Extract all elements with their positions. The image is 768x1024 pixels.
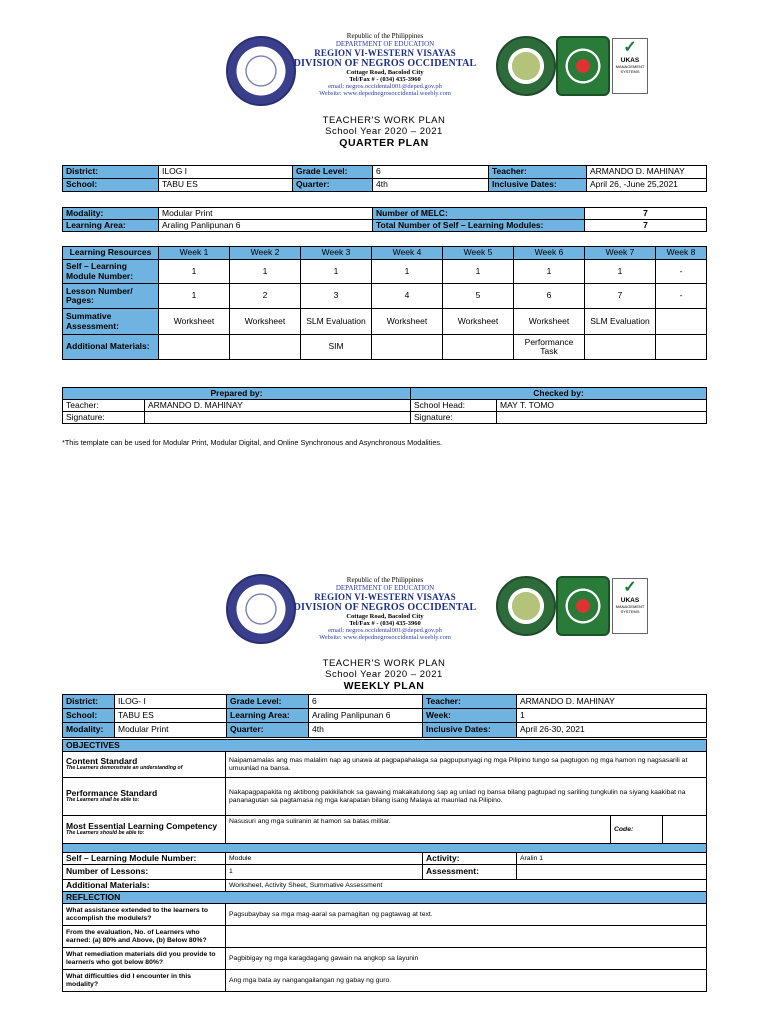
division-text: DIVISION OF NEGROS OCCIDENTAL xyxy=(293,58,477,69)
week-header: Week 5 xyxy=(443,247,514,260)
reflection-question: What remediation materials did you provide to learner/s who got below 80%? xyxy=(63,948,226,970)
table-row xyxy=(63,260,707,284)
cell xyxy=(656,335,707,360)
cell: Performance Task xyxy=(514,335,585,360)
melc-value: 7 xyxy=(585,208,707,220)
teacher-label: Teacher: xyxy=(423,695,517,709)
code-label: Code: xyxy=(611,816,663,844)
quarter-value: 4th xyxy=(309,723,423,738)
week-header: Week 6 xyxy=(514,247,585,260)
materials-value: Worksheet, Activity Sheet, Summative Assessment xyxy=(226,880,707,892)
school-label: School: xyxy=(63,179,159,192)
telfax-text: Tel/Fax # - (034) 435-3960 xyxy=(349,76,421,83)
quarter-label: Quarter: xyxy=(227,723,309,738)
letterhead xyxy=(270,32,500,97)
address-text: Cottage Road, Bacolod City xyxy=(346,613,424,620)
week-value: 1 xyxy=(517,709,707,723)
grade-value: 6 xyxy=(309,695,423,709)
reflection-answer: Ang mga bata ay nangangailangan ng gabay ng guro. xyxy=(226,970,707,992)
cell: 1 xyxy=(230,260,301,284)
dates-label: Inclusive Dates: xyxy=(489,179,587,192)
materials-label: Additional Materials: xyxy=(63,880,226,892)
grade-label: Grade Level: xyxy=(227,695,309,709)
melc-text: Nasusuri ang mga suliranin at hamon sa batas militar. xyxy=(226,816,611,844)
letterhead xyxy=(270,576,500,641)
reflection-answer: Pagsubaybay sa mga mag-aaral sa pamagitan ng pagtawag at text. xyxy=(226,904,707,926)
ukas-sub: MANAGEMENT SYSTEMS xyxy=(615,604,645,614)
reflection-answer: Pagbibigay ng mga karagdagang gawain na angkop sa layunin xyxy=(226,948,707,970)
melc-label xyxy=(63,816,226,844)
performance-standard-label xyxy=(63,778,226,816)
week-header: Week 2 xyxy=(230,247,301,260)
cell: SLM Evaluation xyxy=(585,309,656,335)
district-value: ILOG- I xyxy=(115,695,227,709)
cell: - xyxy=(656,260,707,284)
table-row xyxy=(63,904,707,926)
cell: 1 xyxy=(585,260,656,284)
dates-value: April 26-30, 2021 xyxy=(517,723,707,738)
region-text: REGION VI-WESTERN VISAYAS xyxy=(314,48,456,58)
school-label: School: xyxy=(63,709,115,723)
republic-text: Republic of the Philippines xyxy=(346,576,424,584)
cell: - xyxy=(656,284,707,309)
cell: Worksheet xyxy=(443,309,514,335)
urs-certification-icon xyxy=(556,576,610,636)
modality-value: Modular Print xyxy=(159,208,373,220)
school-value: TABU ES xyxy=(159,179,293,192)
quarter-title2: School Year 2020 – 2021 xyxy=(325,126,443,137)
quarter-value: 4th xyxy=(373,179,489,192)
negros-occidental-seal-icon xyxy=(496,576,556,636)
cell xyxy=(443,335,514,360)
area-label: Learning Area: xyxy=(63,220,159,232)
sig-teacher-label: Teacher: xyxy=(63,400,145,412)
cell: 1 xyxy=(443,260,514,284)
address-text: Cottage Road, Bacolod City xyxy=(346,69,424,76)
republic-text: Republic of the Philippines xyxy=(346,32,424,40)
modality-value: Modular Print xyxy=(115,723,227,738)
activity-value: Aralin 1 xyxy=(517,853,707,865)
cell: SIM xyxy=(301,335,372,360)
school-value: TABU ES xyxy=(115,709,227,723)
email-text: email: negros.occidental001@deped.gov.ph xyxy=(328,627,442,634)
district-label: District: xyxy=(63,166,159,179)
telfax-text: Tel/Fax # - (034) 435-3960 xyxy=(349,620,421,627)
quarter-title-block xyxy=(284,115,484,149)
cell xyxy=(372,335,443,360)
content-standard-title: Content Standard xyxy=(66,755,138,766)
sig-signature-field[interactable] xyxy=(145,412,411,424)
area-value: Araling Panlipunan 6 xyxy=(159,220,373,232)
region-text: REGION VI-WESTERN VISAYAS xyxy=(314,592,456,602)
grade-label: Grade Level: xyxy=(293,166,373,179)
reflection-answer xyxy=(226,926,707,948)
teacher-value: ARMANDO D. MAHINAY xyxy=(517,695,707,709)
lessons-value: 1 xyxy=(226,865,423,880)
weekly-title3: WEEKLY PLAN xyxy=(343,680,425,692)
grade-value: 6 xyxy=(373,166,489,179)
division-text: DIVISION OF NEGROS OCCIDENTAL xyxy=(293,602,477,613)
district-label: District: xyxy=(63,695,115,709)
reflection-question: What difficulties did I encounter in this modality? xyxy=(63,970,226,992)
reflection-question: From the evaluation, No. of Learners who earned: (a) 80% and Above, (b) Below 80%? xyxy=(63,926,226,948)
assessment-label: Assessment: xyxy=(423,865,517,880)
cell xyxy=(159,335,230,360)
row-label: Lesson Number/ Pages: xyxy=(63,284,159,309)
week-header: Week 7 xyxy=(585,247,656,260)
cell: 6 xyxy=(514,284,585,309)
content-standard-text: Naipamamalas ang mas malalim nap ag unawa at pagpapahalaga sa pagpupunyagi ng mga Pilipino tungo sa pagtugon ng mga hamon ng nagsasarili at umuunlad na bansa. xyxy=(226,752,707,778)
sig-head-label: School Head: xyxy=(411,400,497,412)
row-label: Summative Assessment: xyxy=(63,309,159,335)
row-label: Self – Learning Module Number: xyxy=(63,260,159,284)
weekly-title1: TEACHER'S WORK PLAN xyxy=(322,658,446,669)
slm-value: 7 xyxy=(585,220,707,232)
cell xyxy=(656,309,707,335)
modality-label: Modality: xyxy=(63,723,115,738)
department-text: DEPARTMENT OF EDUCATION xyxy=(335,584,435,592)
checked-by-header: Checked by: xyxy=(411,388,707,400)
performance-standard-title: Performance Standard xyxy=(66,787,158,798)
ukas-sub: MANAGEMENT SYSTEMS xyxy=(615,64,645,74)
table-row xyxy=(63,284,707,309)
sig-head-value: MAY T. TOMO xyxy=(497,400,707,412)
week-label: Week: xyxy=(423,709,517,723)
assessment-value xyxy=(517,865,707,880)
code-value[interactable] xyxy=(663,816,707,844)
ukas-icon: ✓ UKAS MANAGEMENT SYSTEMS xyxy=(612,38,648,94)
res-header: Learning Resources xyxy=(63,247,159,260)
sig-signature-label: Signature: xyxy=(63,412,145,424)
cell: 1 xyxy=(159,260,230,284)
performance-standard-sub: The Learners shall be able to: xyxy=(66,797,140,804)
cell xyxy=(585,335,656,360)
cell: 1 xyxy=(372,260,443,284)
email-text: email: negros.occidental001@deped.gov.ph xyxy=(328,83,442,90)
week-header: Week 3 xyxy=(301,247,372,260)
reflection-header: REFLECTION xyxy=(63,892,707,904)
cell: Worksheet xyxy=(230,309,301,335)
ukas-label: UKAS xyxy=(620,57,640,64)
performance-standard-text: Nakapagpapakita ng aktibong pakikilahok sa gawaing makakatulong sap ag unlad ng bansa bilang pagtupad ng sariling tungkulin na siyang kaakibat na pananagutan sa pagtamasa ng mga karapatan bilang isang Malaya at maunlad na Pilipino. xyxy=(226,778,707,816)
cell: 1 xyxy=(514,260,585,284)
cell: 7 xyxy=(585,284,656,309)
cell: 3 xyxy=(301,284,372,309)
quarter-title1: TEACHER'S WORK PLAN xyxy=(322,115,446,126)
separator-row xyxy=(63,844,707,853)
module-value: Module xyxy=(226,853,423,865)
signatures-table xyxy=(62,387,707,424)
cell: 2 xyxy=(230,284,301,309)
cell: 1 xyxy=(159,284,230,309)
cell: 1 xyxy=(301,260,372,284)
weekly-title2: School Year 2020 – 2021 xyxy=(325,669,443,680)
area-value: Araling Panlipunan 6 xyxy=(309,709,423,723)
area-label: Learning Area: xyxy=(227,709,309,723)
weekly-body-table xyxy=(62,739,707,992)
template-note: *This template can be used for Modular Print, Modular Digital, and Online Synchronous and Asynchronous Modalities. xyxy=(62,438,443,447)
lessons-label: Number of Lessons: xyxy=(63,865,226,880)
teacher-label: Teacher: xyxy=(489,166,587,179)
sig-signature-label: Signature: xyxy=(411,412,497,424)
week-header: Week 1 xyxy=(159,247,230,260)
activity-label: Activity: xyxy=(423,853,517,865)
negros-occidental-seal-icon xyxy=(496,36,556,96)
cell: Worksheet xyxy=(372,309,443,335)
quarter-label: Quarter: xyxy=(293,179,373,192)
cell: Worksheet xyxy=(514,309,585,335)
quarter-modality-table xyxy=(62,207,707,232)
urs-certification-icon xyxy=(556,36,610,96)
row-label: Additional Materials: xyxy=(63,335,159,360)
cell: Worksheet xyxy=(159,309,230,335)
cell: SLM Evaluation xyxy=(301,309,372,335)
table-row xyxy=(63,926,707,948)
content-standard-label xyxy=(63,752,226,778)
objectives-header: OBJECTIVES xyxy=(63,740,707,752)
table-row xyxy=(63,335,707,360)
cell: 5 xyxy=(443,284,514,309)
cell xyxy=(230,335,301,360)
prepared-by-header: Prepared by: xyxy=(63,388,411,400)
weekly-title-block xyxy=(284,658,484,692)
quarter-info-table xyxy=(62,165,707,192)
weekly-info-table xyxy=(62,694,707,738)
slm-label: Total Number of Self – Learning Modules: xyxy=(373,220,585,232)
week-header: Week 8 xyxy=(656,247,707,260)
website-text: Website: www.depednegrosoccidental.weebly.com xyxy=(319,634,451,641)
learning-resources-table xyxy=(62,246,707,360)
table-row xyxy=(63,309,707,335)
reflection-question: What assistance extended to the learners to accomplish the module/s? xyxy=(63,904,226,926)
melc-title: Most Essential Learning Competency xyxy=(66,820,218,831)
dates-value: April 26, -June 25,2021 xyxy=(587,179,707,192)
dates-label: Inclusive Dates: xyxy=(423,723,517,738)
department-text: DEPARTMENT OF EDUCATION xyxy=(335,40,435,48)
table-row xyxy=(63,948,707,970)
modality-label: Modality: xyxy=(63,208,159,220)
sig-teacher-value: ARMANDO D. MAHINAY xyxy=(145,400,411,412)
table-row xyxy=(63,970,707,992)
melc-sub: The Learners should be able to: xyxy=(66,830,145,837)
website-text: Website: www.depednegrosoccidental.weebly.com xyxy=(319,90,451,97)
week-header: Week 4 xyxy=(372,247,443,260)
teacher-value: ARMANDO D. MAHINAY xyxy=(587,166,707,179)
district-value: ILOG I xyxy=(159,166,293,179)
content-standard-sub: The Learners demonstrate an understanding of xyxy=(66,765,183,772)
ukas-icon: ✓ UKAS MANAGEMENT SYSTEMS xyxy=(612,578,648,634)
module-label: Self – Learning Module Number: xyxy=(63,853,226,865)
ukas-label: UKAS xyxy=(620,597,640,604)
quarter-title3: QUARTER PLAN xyxy=(339,137,429,149)
sig-signature-field[interactable] xyxy=(497,412,707,424)
cell: 4 xyxy=(372,284,443,309)
melc-label: Number of MELC: xyxy=(373,208,585,220)
